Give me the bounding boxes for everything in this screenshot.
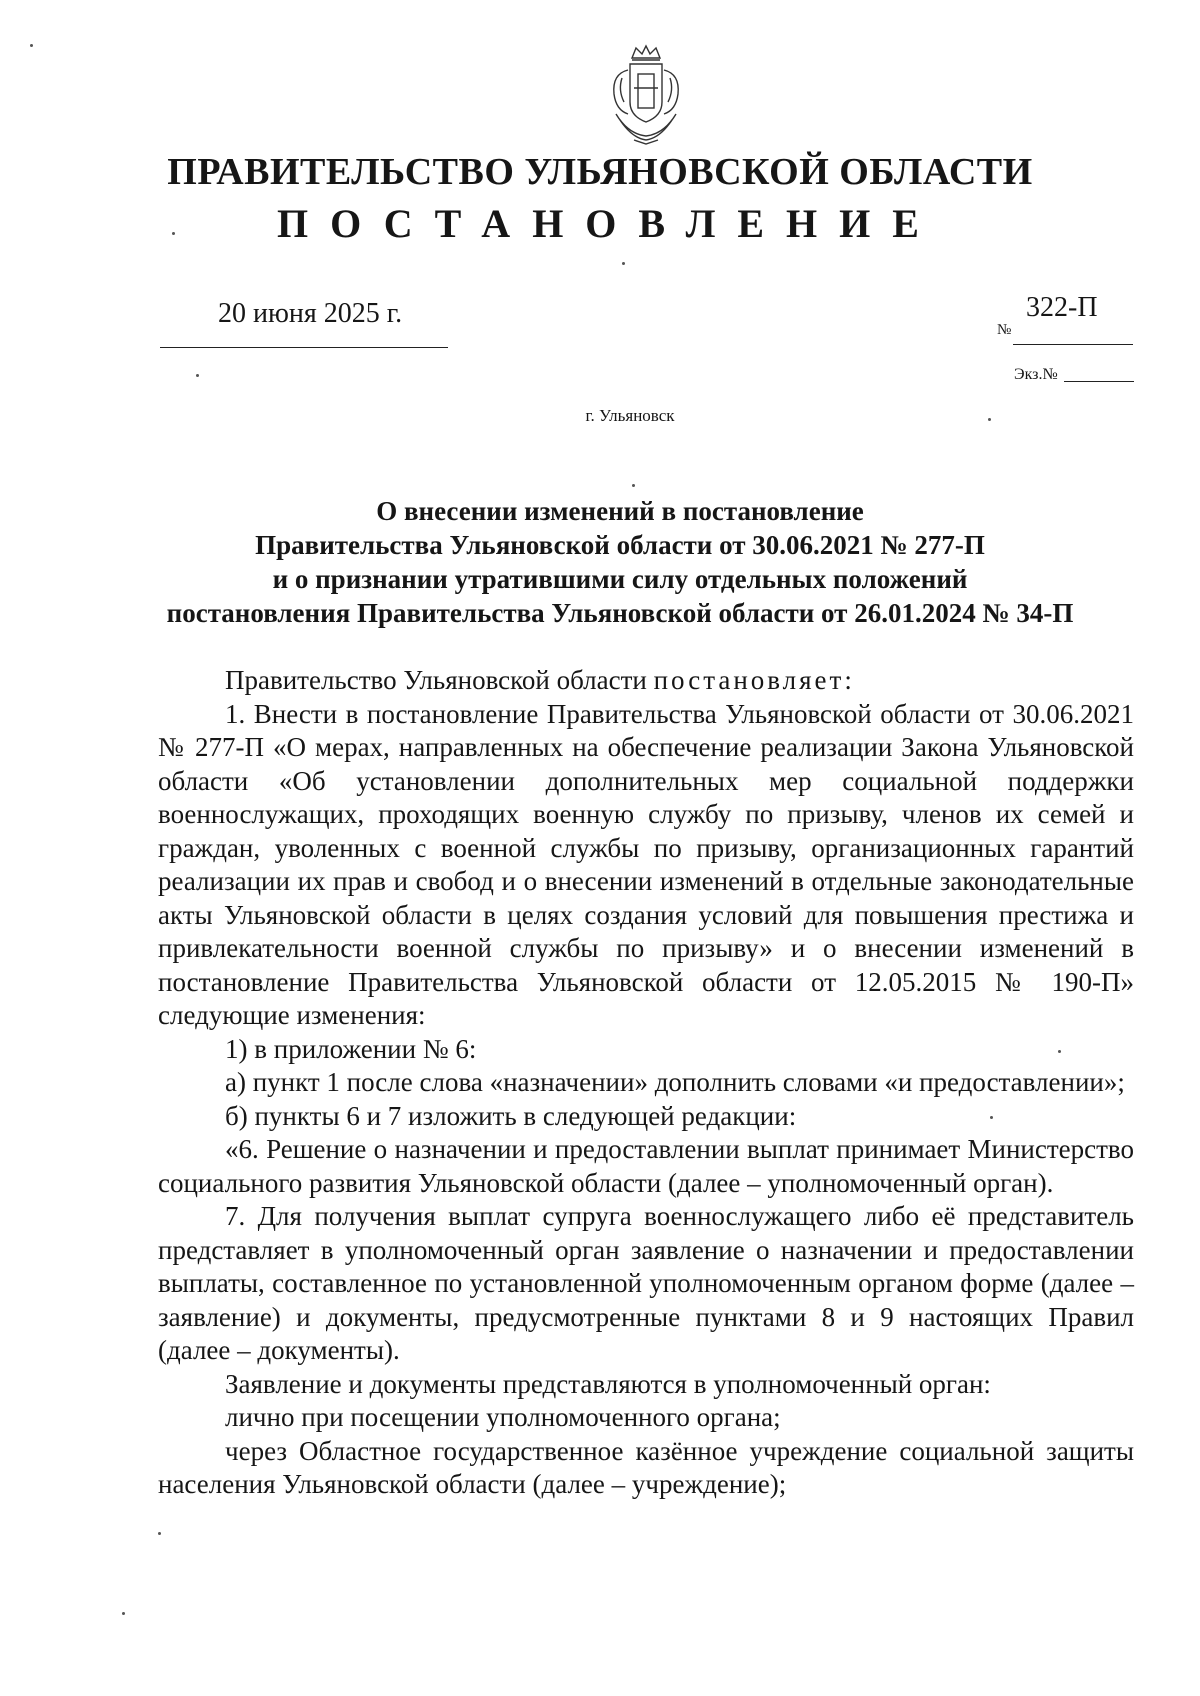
title-line: постановления Правительства Ульяновской области от 26.01.2024 № 34-П bbox=[166, 598, 1074, 628]
date-underline bbox=[160, 347, 448, 348]
paragraph-2: 1) в приложении № 6: bbox=[225, 1033, 477, 1064]
document-title bbox=[100, 494, 1140, 630]
scan-speck bbox=[988, 418, 991, 421]
preamble bbox=[158, 664, 1134, 698]
paragraph-8: лично при посещении уполномоченного органа; bbox=[225, 1402, 781, 1432]
scan-speck bbox=[122, 1612, 125, 1615]
number-label: № bbox=[997, 322, 1012, 338]
scan-speck bbox=[622, 262, 625, 265]
scan-speck bbox=[632, 484, 635, 487]
document-type: ПОСТАНОВЛЕНИЕ bbox=[277, 201, 941, 246]
scan-speck bbox=[172, 232, 175, 235]
document-body bbox=[158, 664, 1134, 1502]
scan-speck bbox=[196, 374, 199, 377]
paragraph-6: 7. Для получения выплат супруга военнослужащего либо её представитель представляет в уполномоченный орган заявление о назначении и предоставлении выплаты, составленное по установленной уполномоченным органом форме (далее – заявление) и документы, предусмотренные пунктами 8 и 9 настоящих Правил (далее – документы). bbox=[158, 1201, 1134, 1365]
document-number: 322-П bbox=[1026, 292, 1098, 323]
preamble-text: Правительство Ульяновской области bbox=[225, 665, 654, 695]
copy-number-underline bbox=[1064, 381, 1134, 382]
paragraph-9: через Областное государственное казённое учреждение социальной защиты населения Ульяновской области (далее – учреждение); bbox=[158, 1435, 1134, 1499]
coat-of-arms-emblem bbox=[598, 44, 694, 148]
scan-speck bbox=[158, 1532, 161, 1535]
title-line: и о признании утратившими силу отдельных положений bbox=[272, 564, 968, 594]
title-line: О внесении изменений в постановление bbox=[376, 496, 864, 526]
paragraph-4: б) пункты 6 и 7 изложить в следующей редакции: bbox=[225, 1100, 797, 1131]
paragraph-1: 1. Внести в постановление Правительства Ульяновской области от 30.06.2021 № 277-П «О мерах, направленных на обеспечение реализации Закона Ульяновской области «Об установлении дополнительных мер социальной поддержки военнослужащих, проходящих военную службу по призыву, членов их семей и граждан, уволенных с военной службы по призыву, организационных гарантий реализации их прав и свобод и о внесении изменений в отдельные законодательные акты Ульяновской области в целях создания условий для повышения престижа и привлекательности военной службы по призыву» и о внесении изменений в постановление Правительства Ульяновской области от 12.05.2015 № 190-П» следующие изменения: bbox=[158, 698, 1134, 1030]
title-line: Правительства Ульяновской области от 30.06.2021 № 277-П bbox=[255, 530, 985, 560]
document-date: 20 июня 2025 г. bbox=[218, 298, 403, 329]
scan-speck bbox=[990, 1116, 993, 1119]
organization-name: ПРАВИТЕЛЬСТВО УЛЬЯНОВСКОЙ ОБЛАСТИ bbox=[167, 151, 1033, 193]
paragraph-7: Заявление и документы представляются в уполномоченный орган: bbox=[225, 1368, 991, 1399]
preamble-spaced: постановляет: bbox=[653, 665, 855, 695]
paragraph-5: «6. Решение о назначении и предоставлении выплат принимает Министерство социального развития Ульяновской области (далее – уполномоченный орган). bbox=[158, 1134, 1134, 1198]
city: г. Ульяновск bbox=[585, 406, 675, 425]
copy-number-label: Экз.№ bbox=[1014, 366, 1058, 383]
number-underline bbox=[1013, 344, 1133, 345]
paragraph-3: а) пункт 1 после слова «назначении» дополнить словами «и предоставлении»; bbox=[225, 1067, 1125, 1097]
scan-speck bbox=[1058, 1050, 1061, 1053]
scan-speck bbox=[30, 44, 33, 47]
